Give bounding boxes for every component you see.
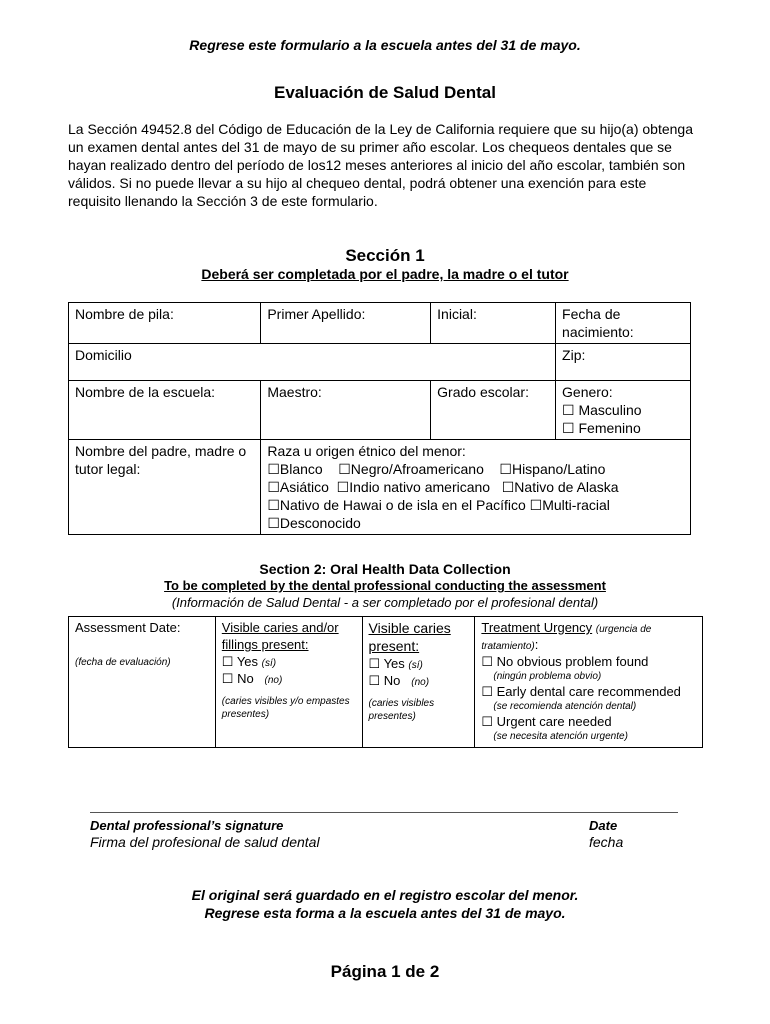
yes-label-es: (sí) xyxy=(408,660,423,671)
yes-label: ☐ Yes xyxy=(221,654,259,669)
first-name-field[interactable] xyxy=(69,303,261,344)
no-label-es: (no) xyxy=(411,677,430,688)
urgency-option-none[interactable] xyxy=(481,653,696,683)
race-label: Raza u origen étnico del menor: xyxy=(267,443,466,459)
signature-label-es: Firma del profesional de salud dental xyxy=(90,834,320,850)
race-options-row[interactable]: ☐Desconocido xyxy=(267,515,361,531)
teacher-field[interactable] xyxy=(261,381,431,440)
top-note: Regrese este formulario a la escuela antes del 31 de mayo. xyxy=(189,37,581,53)
gender-option-female[interactable]: ☐ Femenino xyxy=(562,420,641,436)
intro-paragraph: La Sección 49452.8 del Código de Educación de la Ley de California requiere que su hijo(a) obtenga un examen dental antes del 31 de mayo de su primer año escolar. Los chequeos dentales que se hayan realizado dentro del período de los12 meses anteriores al inicio del año escolar, también son válidos. Si no puede llevar a su hijo al chequeo dental, podrá obtener una exención para este requisito llenando la Sección 3 de este formulario. xyxy=(68,121,693,209)
date-label-es: fecha xyxy=(589,834,624,850)
race-options-row[interactable]: ☐Asiático ☐Indio nativo americano ☐Nativo de Alaska xyxy=(267,479,619,495)
teacher-label: Maestro: xyxy=(267,384,322,400)
option-label-es: (ningún problema obvio) xyxy=(493,671,602,682)
no-label-es: (no) xyxy=(264,675,283,686)
address-label: Domicilio xyxy=(75,347,132,363)
treatment-urgency-title-es: (urgencia de tratamiento) xyxy=(481,624,652,652)
option-label-es: (se necesita atención urgente) xyxy=(493,731,628,742)
option-label-es: (se recomienda atención dental) xyxy=(493,701,637,712)
last-name-label: Primer Apellido: xyxy=(267,306,366,322)
grade-field[interactable] xyxy=(431,381,556,440)
option-label: ☐ Urgent care needed xyxy=(481,714,612,729)
oral-health-table xyxy=(68,616,703,748)
last-name-field[interactable] xyxy=(261,303,431,344)
caries-fillings-note: (caries visibles y/o empastes presentes) xyxy=(221,696,350,720)
treatment-urgency-colon: : xyxy=(534,637,539,652)
dob-field[interactable] xyxy=(556,303,691,344)
zip-field[interactable] xyxy=(556,344,691,381)
caries-fillings-cell xyxy=(215,617,362,748)
school-label: Nombre de la escuela: xyxy=(75,384,216,400)
page-number: Página 1 de 2 xyxy=(330,962,440,981)
grade-label: Grado escolar: xyxy=(437,384,529,400)
student-info-table xyxy=(68,302,691,535)
signature-label: Dental professional’s signature xyxy=(90,818,284,833)
initial-label: Inicial: xyxy=(437,306,477,322)
urgency-option-early[interactable] xyxy=(481,683,696,713)
assessment-date-label-es: (fecha de evaluación) xyxy=(75,657,171,668)
zip-label: Zip: xyxy=(562,347,586,363)
gender-label: Genero: xyxy=(562,384,613,400)
address-field[interactable] xyxy=(69,344,556,381)
urgency-option-urgent[interactable] xyxy=(481,713,696,743)
date-label: Date xyxy=(589,818,618,833)
gender-field xyxy=(556,381,691,440)
section2-title: Section 2: Oral Health Data Collection xyxy=(259,561,511,577)
visible-caries-cell xyxy=(362,617,475,748)
assessment-date-field[interactable] xyxy=(69,617,216,748)
caries-fillings-no[interactable] xyxy=(222,670,356,687)
visible-caries-title: Visible caries present: xyxy=(368,620,451,654)
section1-title: Sección 1 xyxy=(345,246,425,265)
no-label: ☐ No xyxy=(221,671,254,686)
school-field[interactable] xyxy=(69,381,261,440)
no-label: ☐ No xyxy=(368,673,401,688)
parent-field[interactable] xyxy=(69,440,261,535)
visible-caries-note: (caries visibles presentes) xyxy=(368,698,435,722)
race-options-row[interactable]: ☐Blanco ☐Negro/Afroamericano ☐Hispano/Latino xyxy=(267,461,606,477)
assessment-date-label: Assessment Date: xyxy=(75,620,181,635)
visible-caries-no[interactable] xyxy=(369,672,469,689)
treatment-urgency-title: Treatment Urgency xyxy=(481,620,593,635)
first-name-label: Nombre de pila: xyxy=(75,306,174,322)
treatment-urgency-cell xyxy=(475,617,703,748)
visible-caries-yes[interactable] xyxy=(369,655,469,672)
section2-note: (Información de Salud Dental - a ser completado por el profesional dental) xyxy=(171,595,599,610)
page-title: Evaluación de Salud Dental xyxy=(273,83,496,102)
yes-label-es: (sí) xyxy=(261,658,277,669)
signature-line[interactable] xyxy=(90,812,678,813)
footer-note: El original será guardado en el registro escolar del menor. xyxy=(191,887,579,903)
option-label: ☐ No obvious problem found xyxy=(481,654,649,669)
caries-fillings-title: Visible caries and/or fillings present: xyxy=(221,620,339,652)
section2-subtitle: To be completed by the dental professional conducting the assessment xyxy=(164,578,606,593)
yes-label: ☐ Yes xyxy=(368,656,405,671)
initial-field[interactable] xyxy=(431,303,556,344)
footer-note: Regrese esta forma a la escuela antes del 31 de mayo. xyxy=(204,905,566,921)
parent-label: Nombre del padre, madre o tutor legal: xyxy=(75,443,247,477)
caries-fillings-yes[interactable] xyxy=(222,653,356,670)
section1-subtitle: Deberá ser completada por el padre, la madre o el tutor xyxy=(201,266,569,282)
gender-option-male[interactable]: ☐ Masculino xyxy=(562,402,642,418)
race-options-row[interactable]: ☐Nativo de Hawai o de isla en el Pacífico ☐Multi-racial xyxy=(267,497,610,513)
option-label: ☐ Early dental care recommended xyxy=(481,684,681,699)
dob-label: Fecha de nacimiento: xyxy=(562,306,634,340)
race-field xyxy=(261,440,691,535)
